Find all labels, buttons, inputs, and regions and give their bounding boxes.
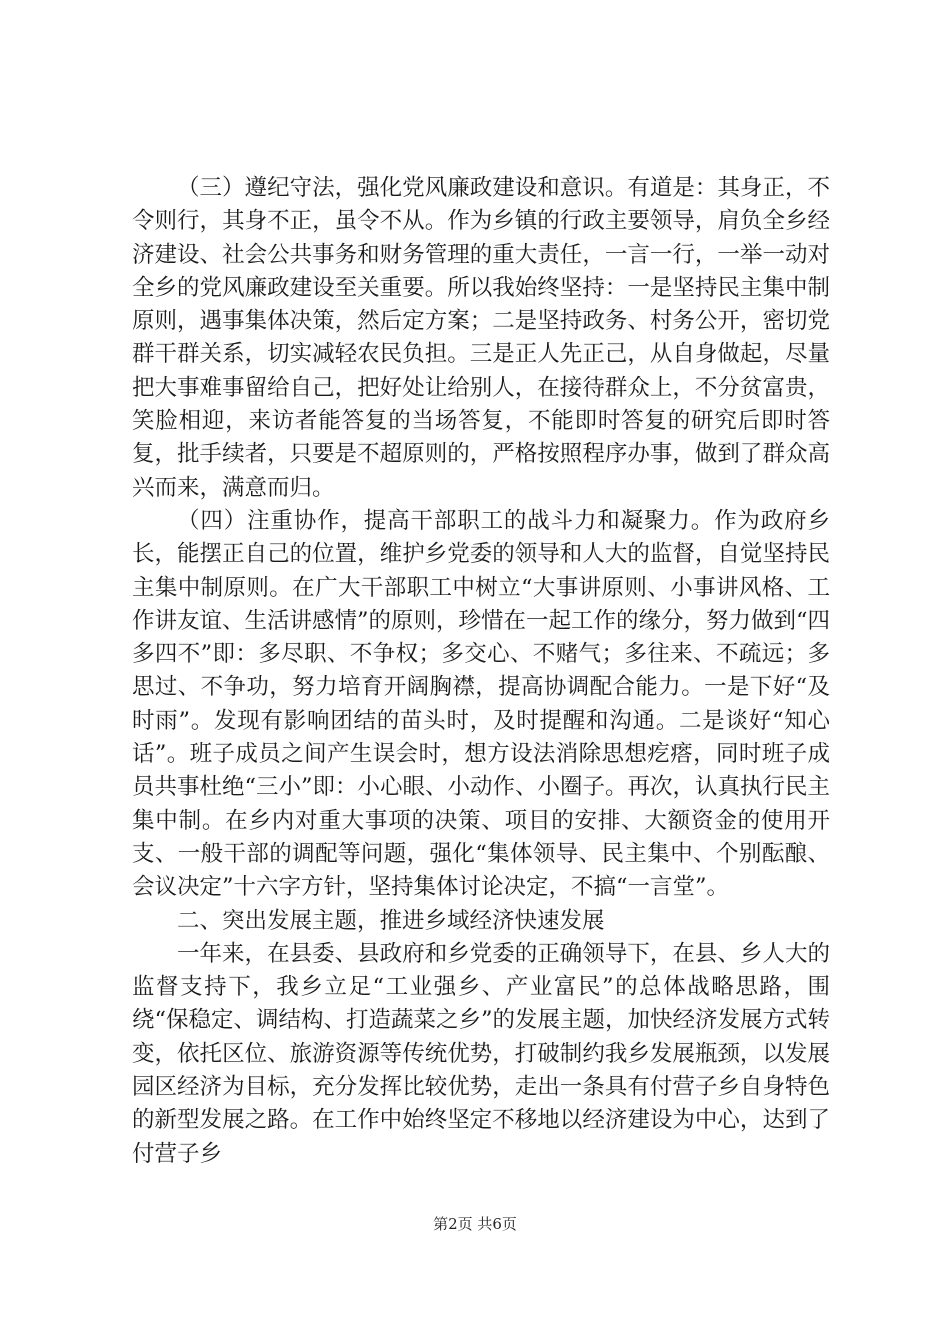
paragraph-economy: 一年来，在县委、县政府和乡党委的正确领导下，在县、乡人大的监督支持下，我乡立足“工业强乡、产业富民”的总体战略思路，围绕“保稳定、调结构、打造蔬菜之乡”的发展主题，加快经济发展方式转变，依托区位、旅游资源等传统优势，打破制约我乡发展瓶颈，以发展园区经济为目标，充分发挥比较优势，走出一条具有付营子乡自身特色的新型发展之路。在工作中始终坚定不移地以经济建设为中心，达到了付营子乡	[132, 940, 831, 1167]
section-heading-development: 二、突出发展主题，推进乡域经济快速发展	[177, 907, 605, 934]
document-body	[132, 172, 830, 1171]
page-footer: 第2页 共6页	[433, 1215, 517, 1233]
paragraph-cooperation: （四）注重协作，提高干部职工的战斗力和凝聚力。作为政府乡长，能摆正自己的位置，维护乡党委的领导和人大的监督，自觉坚持民主集中制原则。在广大干部职工中树立“大事讲原则、小事讲风格、工作讲友谊、生活讲感情”的原则，珍惜在一起工作的缘分，努力做到“四多四不”即：多尽职、不争权；多交心、不赌气；多往来、不疏远；多思过、不争功，努力培育开阔胸襟，提高协调配合能力。一是下好“及时雨”。发现有影响团结的苗头时，及时提醒和沟通。二是谈好“知心话”。班子成员之间产生误会时，想方设法消除思想疙瘩，同时班子成员共事杜绝“三小”即：小心眼、小动作、小圈子。再次，认真执行民主集中制。在乡内对重大事项的决策、项目的安排、大额资金的使用开支、一般干部的调配等问题，强化“集体领导、民主集中、个别酝酿、会议决定”十六字方针，坚持集体讨论决定，不搞“一言堂”。	[132, 507, 831, 901]
paragraph-discipline: （三）遵纪守法，强化党风廉政建设和意识。有道是：其身正，不令则行，其身不正，虽令不从。作为乡镇的行政主要领导，肩负全乡经济建设、社会公共事务和财务管理的重大责任，一言一行，一举一动对全乡的党风廉政建设至关重要。所以我始终坚持：一是坚持民主集中制原则，遇事集体决策，然后定方案；二是坚持政务、村务公开，密切党群干群关系，切实减轻农民负担。三是正人先正己，从自身做起，尽量把大事难事留给自己，把好处让给别人，在接待群众上，不分贫富贵，笑脸相迎，来访者能答复的当场答复，不能即时答复的研究后即时答复，批手续者，只要是不超原则的，严格按照程序办事，做到了群众高兴而来，满意而归。	[132, 175, 830, 501]
